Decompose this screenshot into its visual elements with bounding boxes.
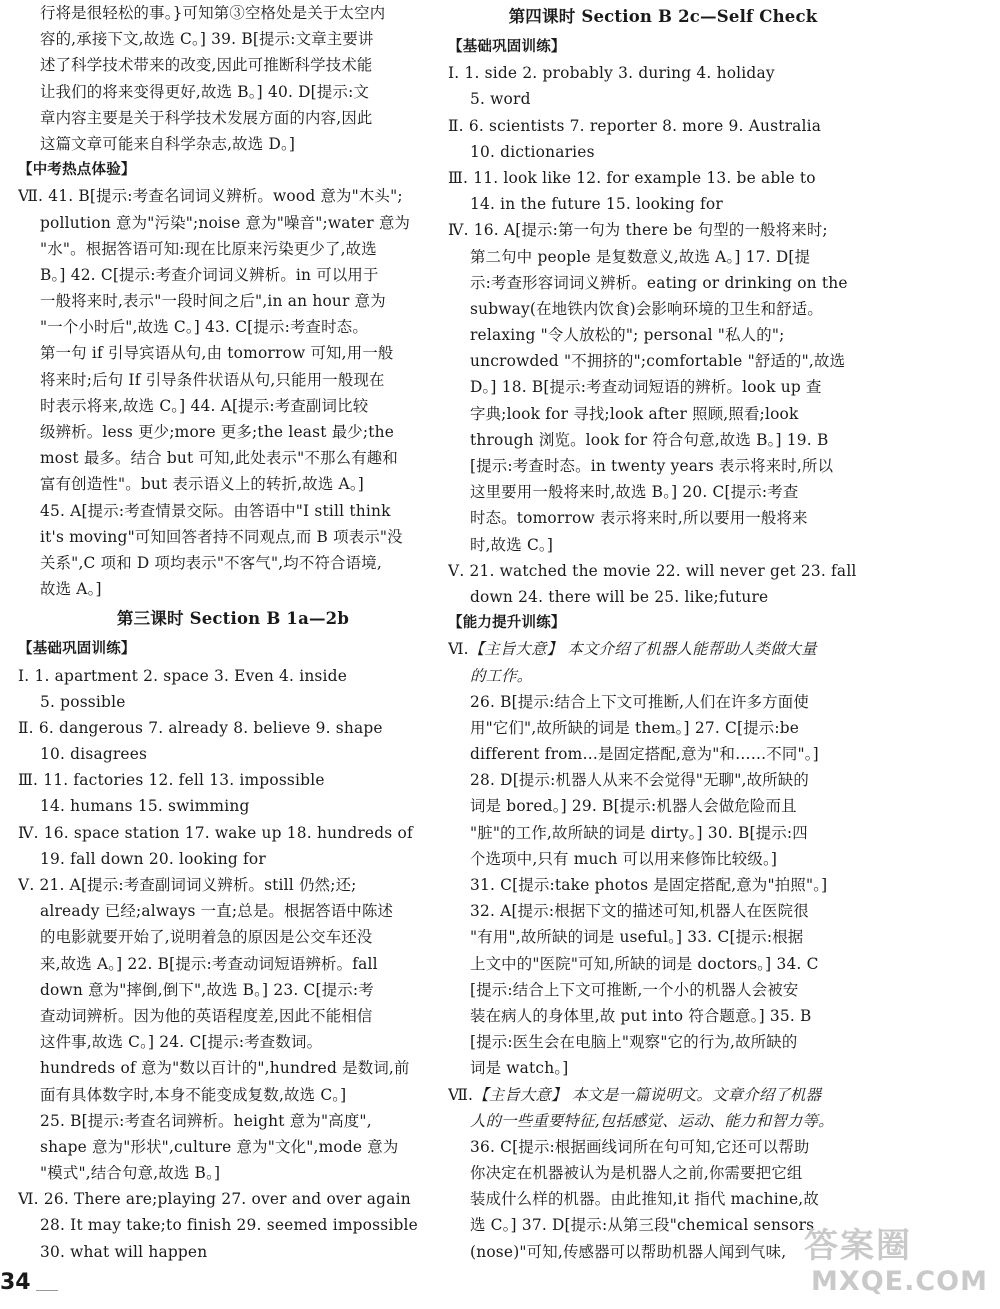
answer-line <box>448 270 878 296</box>
page-number-rule <box>36 1290 58 1291</box>
left-column <box>18 0 448 1265</box>
answer-line <box>18 767 448 793</box>
line-text: Ⅶ. 41. B[提示:考查名词词义辨析。wood 意为"木头"; <box>18 187 403 206</box>
answer-line <box>18 1003 448 1029</box>
answer-line <box>18 576 448 602</box>
answer-line <box>18 793 448 819</box>
line-text: 一般将来时,表示"一段时间之后",in an hour 意为 <box>40 292 386 311</box>
answer-line <box>448 505 878 531</box>
section-heading <box>448 34 878 60</box>
answer-line <box>448 191 878 217</box>
line-text: 装在病人的身体里,故 put into 符合题意。] 35. B <box>470 1006 812 1025</box>
answer-line <box>448 558 878 584</box>
line-text: 装成什么样的机器。由此推知,it 指代 machine,故 <box>470 1190 819 1209</box>
answer-line <box>448 767 878 793</box>
line-text: 时,故选 C。] <box>470 535 554 554</box>
line-text: "一个小时后",故选 C。] 43. C[提示:考查时态。 <box>40 318 368 337</box>
lesson-title <box>18 602 448 636</box>
line-text: 这件事,故选 C。] 24. C[提示:考查数词。 <box>40 1033 323 1052</box>
line-text: 的电影就要开始了,说明着急的原因是公交车还没 <box>40 928 373 947</box>
line-text: 章内容主要是关于科学技术发展方面的内容,因此 <box>40 108 373 127</box>
answer-line <box>18 340 448 366</box>
line-text: different from…是固定搭配,意为"和……不同"。] <box>470 745 819 764</box>
answer-line <box>18 367 448 393</box>
answer-line <box>18 1055 448 1081</box>
answer-line <box>18 1212 448 1238</box>
line-text: Ⅰ. 1. side 2. probably 3. during 4. holiday <box>448 64 775 83</box>
line-text: 32. A[提示:根据下文的描述可知,机器人在医院很 <box>470 902 809 921</box>
line-text: 让我们的将来变得更好,故选 B。] 40. D[提示:文 <box>40 82 370 101</box>
line-text: D。] 18. B[提示:考查动词短语的辨析。look up 查 <box>470 378 822 397</box>
line-text: [提示:结合上下文可推断,一个小的机器人会被安 <box>470 980 799 999</box>
answer-line <box>448 1134 878 1160</box>
answer-line <box>18 820 448 846</box>
line-text: 时态。tomorrow 表示将来时,所以要用一般将来 <box>470 509 808 528</box>
line-text: 这里要用一般将来时,故选 B。] 20. C[提示:考查 <box>470 483 799 502</box>
answer-line <box>18 1029 448 1055</box>
answer-line <box>18 26 448 52</box>
line-text: 示:考查形容词词义辨析。eating or drinking on the <box>470 273 848 292</box>
line-text: 28. It may take;to finish 29. seemed impossible <box>40 1216 418 1235</box>
answer-line <box>18 689 448 715</box>
answer-line <box>18 105 448 131</box>
line-text: 来,故选 A。] 22. B[提示:考查动词短语辨析。fall <box>40 954 378 973</box>
line-text: 故选 A。] <box>40 580 102 599</box>
answer-line <box>18 663 448 689</box>
answer-line <box>448 1108 878 1134</box>
answer-line <box>18 314 448 340</box>
answer-line <box>18 445 448 471</box>
lesson-title <box>448 0 878 34</box>
line-text: 容的,承接下文,故选 C。] 39. B[提示:文章主要讲 <box>40 30 374 49</box>
line-text: subway(在地铁内饮食)会影响环境的卫生和舒适。 <box>470 299 823 318</box>
line-text: Ⅵ. 26. There are;playing 27. over and over again <box>18 1190 411 1209</box>
line-text: relaxing "令人放松的"; personal "私人的"; <box>470 326 785 345</box>
answer-line <box>18 79 448 105</box>
line-text: Ⅳ. 16. A[提示:第一句为 there be 句型的一般将来时; <box>448 221 828 240</box>
line-text: 用"它们",故所缺的词是 them。] 27. C[提示:be <box>470 718 800 737</box>
watermark-logo <box>802 1218 988 1306</box>
line-text: 这篇文章可能来自科学杂志,故选 D。] <box>40 134 296 153</box>
line-text: 10. disagrees <box>40 745 148 764</box>
line-text: 级辨析。less 更少;more 更多;the least 最少;the <box>40 423 395 441</box>
answer-line <box>18 524 448 550</box>
answer-line <box>448 636 878 662</box>
answer-line <box>448 60 878 86</box>
answer-line <box>18 951 448 977</box>
line-text: 5. possible <box>40 692 126 711</box>
answer-line <box>18 210 448 236</box>
answer-line <box>18 741 448 767</box>
answer-line <box>448 1082 878 1108</box>
answer-line <box>448 898 878 924</box>
answer-line <box>18 471 448 497</box>
line-text: 45. A[提示:考查情景交际。由答语中"I still think <box>40 501 391 520</box>
answer-line <box>448 1055 878 1081</box>
line-text: hundreds of 意为"数以百计的",hundred 是数词,前 <box>40 1059 410 1078</box>
section-heading <box>18 636 448 662</box>
line-text: 36. C[提示:根据画线词所在句可知,它还可以帮助 <box>470 1137 810 1156</box>
answer-line <box>448 244 878 270</box>
roman-numeral: Ⅶ. <box>448 1085 474 1104</box>
answer-line <box>448 715 878 741</box>
line-text: 19. fall down 20. looking for <box>40 849 266 868</box>
line-text: 【主旨大意】 本文是一篇说明文。文章介绍了机器 <box>473 1085 822 1104</box>
section-heading <box>448 610 878 636</box>
line-text: shape 意为"形状",culture 意为"文化",mode 意为 <box>40 1137 399 1156</box>
right-column <box>448 0 878 1265</box>
line-text: "水"。根据答语可知:现在比原来污染更少了,故选 <box>40 239 377 258</box>
line-text: already 已经;always 一直;总是。根据答语中陈述 <box>40 902 394 921</box>
line-text: 的工作。 <box>470 666 533 685</box>
line-text: 26. B[提示:结合上下文可推断,人们在许多方面使 <box>470 692 809 711</box>
line-text: it's moving"可知回答者持不同观点,而 B 项表示"没 <box>40 527 403 546</box>
answer-line <box>18 1186 448 1212</box>
line-text: 第二句中 people 是复数意义,故选 A。] 17. D[提 <box>470 247 811 266</box>
line-text: 28. D[提示:机器人从来不会觉得"无聊",故所缺的 <box>470 771 809 790</box>
line-text: "模式",结合句意,故选 B。] <box>40 1164 221 1183</box>
answer-line <box>18 262 448 288</box>
line-text: Ⅳ. 16. space station 17. wake up 18. hundreds of <box>18 823 413 842</box>
answer-line <box>448 401 878 427</box>
line-text: Ⅱ. 6. dangerous 7. already 8. believe 9. shape <box>18 718 383 737</box>
answer-line <box>448 977 878 1003</box>
line-text: "脏"的工作,故所缺的词是 dirty。] 30. B[提示:四 <box>470 823 808 842</box>
line-text: 人的一些重要特征,包括感觉、运动、能力和智力等。 <box>470 1111 834 1130</box>
answer-line <box>18 393 448 419</box>
answer-line <box>18 924 448 950</box>
line-text: 31. C[提示:take photos 是固定搭配,意为"拍照"。] <box>470 876 828 894</box>
line-text: Ⅲ. 11. look like 12. for example 13. be able to <box>448 168 816 187</box>
answer-line <box>18 52 448 78</box>
section-heading <box>18 157 448 183</box>
answer-line <box>448 1186 878 1212</box>
answer-line <box>448 374 878 400</box>
line-text: 14. in the future 15. looking for <box>470 195 723 214</box>
line-text: 【能力提升训练】 <box>448 615 566 632</box>
answer-line <box>448 217 878 243</box>
answer-line <box>448 322 878 348</box>
line-text: 5. word <box>470 90 531 109</box>
answer-line <box>448 296 878 322</box>
answer-line <box>448 689 878 715</box>
answer-line <box>18 183 448 209</box>
roman-numeral: Ⅵ. <box>448 640 469 659</box>
answer-line <box>448 924 878 950</box>
answer-line <box>18 550 448 576</box>
answer-line <box>448 532 878 558</box>
line-text: B。] 42. C[提示:考查介词词义辨析。in 可以用于 <box>40 265 379 284</box>
line-text: 行将是很轻松的事。}可知第③空格处是关于太空内 <box>40 4 386 22</box>
answer-line <box>18 1160 448 1186</box>
line-text: through 浏览。look for 符合句意,故选 B。] 19. B <box>470 430 829 449</box>
line-text: Ⅴ. 21. watched the movie 22. will never get 23. fall <box>448 561 857 580</box>
answer-line <box>18 0 448 26</box>
line-text: 词是 bored。] 29. B[提示:机器人会做危险而且 <box>470 797 797 816</box>
watermark-chinese: 答案圈 <box>804 1226 912 1266</box>
answer-line <box>448 793 878 819</box>
line-text: 上文中的"医院"可知,所缺的词是 doctors。] 34. C <box>470 954 819 973</box>
answer-line <box>18 1239 448 1265</box>
line-text: 选 C。] 37. D[提示:从第三段"chemical sensors <box>470 1216 815 1235</box>
answer-line <box>448 1029 878 1055</box>
answer-line <box>448 479 878 505</box>
answer-line <box>448 139 878 165</box>
answer-line <box>448 427 878 453</box>
line-text: 查动词辨析。因为他的英语程度差,因此不能相信 <box>40 1006 373 1025</box>
line-text: most 最多。结合 but 可知,此处表示"不那么有趣和 <box>40 449 398 468</box>
line-text: 【主旨大意】 本文介绍了机器人能帮助人类做大量 <box>468 640 817 659</box>
line-text: 你决定在机器被认为是机器人之前,你需要把它组 <box>470 1164 803 1183</box>
answer-line <box>448 86 878 112</box>
line-text: 10. dictionaries <box>470 142 595 161</box>
line-text: 【基础巩固训练】 <box>448 39 566 55</box>
line-text: 关系",C 项和 D 项均表示"不客气",均不符合语境, <box>40 553 382 572</box>
line-text: 述了科学技术带来的改变,因此可推断科学技术能 <box>40 56 373 75</box>
answer-line <box>18 288 448 314</box>
answer-line <box>448 348 878 374</box>
line-text: 【中考热点体验】 <box>18 162 136 179</box>
answer-line <box>18 715 448 741</box>
answer-line <box>18 419 448 445</box>
line-text: down 24. there will be 25. like;future <box>470 587 769 606</box>
line-text: 将来时;后句 If 引导条件状语从句,只能用一般现在 <box>40 370 385 389</box>
answer-line <box>448 1160 878 1186</box>
line-text: 30. what will happen <box>40 1242 208 1261</box>
page-number: 34 <box>0 1270 31 1295</box>
line-text: 25. B[提示:考查名词辨析。height 意为"高度", <box>40 1111 372 1130</box>
answer-line <box>18 131 448 157</box>
answer-line <box>18 1082 448 1108</box>
line-text: uncrowded "不拥挤的";comfortable "舒适的",故选 <box>470 352 846 371</box>
answer-line <box>448 872 878 898</box>
line-text: 【基础巩固训练】 <box>18 641 136 658</box>
line-text: 面有具体数字时,本身不能变成复数,故选 C。] <box>40 1085 347 1104</box>
answer-line <box>18 1108 448 1134</box>
line-text: down 意为"摔倒,倒下",故选 B。] 23. C[提示:考 <box>40 980 374 999</box>
answer-line <box>18 236 448 262</box>
answer-line <box>448 1003 878 1029</box>
line-text: (nose)"可知,传感器可以帮助机器人闻到气味, <box>470 1242 787 1261</box>
line-text: 词是 watch。] <box>470 1059 569 1078</box>
answer-line <box>448 846 878 872</box>
line-text: 第四课时 Section B 2c—Self Check <box>508 7 818 26</box>
line-text: pollution 意为"污染";noise 意为"噪音";water 意为 <box>40 213 411 232</box>
line-text: Ⅲ. 11. factories 12. fell 13. impossible <box>18 771 325 790</box>
answer-line <box>448 951 878 977</box>
answer-line <box>448 453 878 479</box>
line-text: [提示:考查时态。in twenty years 表示将来时,所以 <box>470 457 834 475</box>
answer-line <box>448 663 878 689</box>
line-text: Ⅱ. 6. scientists 7. reporter 8. more 9. Australia <box>448 116 822 135</box>
line-text: 富有创造性"。but 表示语义上的转折,故选 A。] <box>40 475 364 494</box>
answer-line <box>448 741 878 767</box>
line-text: 第一句 if 引导宾语从句,由 tomorrow 可知,用一般 <box>40 344 394 363</box>
answer-line <box>448 113 878 139</box>
line-text: 14. humans 15. swimming <box>40 797 250 816</box>
answer-line <box>18 898 448 924</box>
answer-line <box>18 872 448 898</box>
line-text: 字典;look for 寻找;look after 照顾,照看;look <box>470 404 799 423</box>
answer-line <box>18 498 448 524</box>
line-text: 个选项中,只有 much 可以用来修饰比较级。] <box>470 849 778 868</box>
answer-line <box>18 977 448 1003</box>
line-text: Ⅴ. 21. A[提示:考查副词词义辨析。still 仍然;还; <box>18 876 357 894</box>
line-text: 时表示将来,故选 C。] 44. A[提示:考查副词比较 <box>40 396 369 415</box>
answer-line <box>18 846 448 872</box>
answer-line <box>18 1134 448 1160</box>
line-text: Ⅰ. 1. apartment 2. space 3. Even 4. inside <box>18 666 348 685</box>
line-text: "有用",故所缺的词是 useful。] 33. C[提示:根据 <box>470 928 804 947</box>
line-text: [提示:医生会在电脑上"观察"它的行为,故所缺的 <box>470 1033 798 1052</box>
answer-line <box>448 165 878 191</box>
answer-line <box>448 820 878 846</box>
answer-line <box>448 584 878 610</box>
watermark-domain: MXQE.COM <box>811 1266 988 1297</box>
line-text: 第三课时 Section B 1a—2b <box>116 609 350 629</box>
